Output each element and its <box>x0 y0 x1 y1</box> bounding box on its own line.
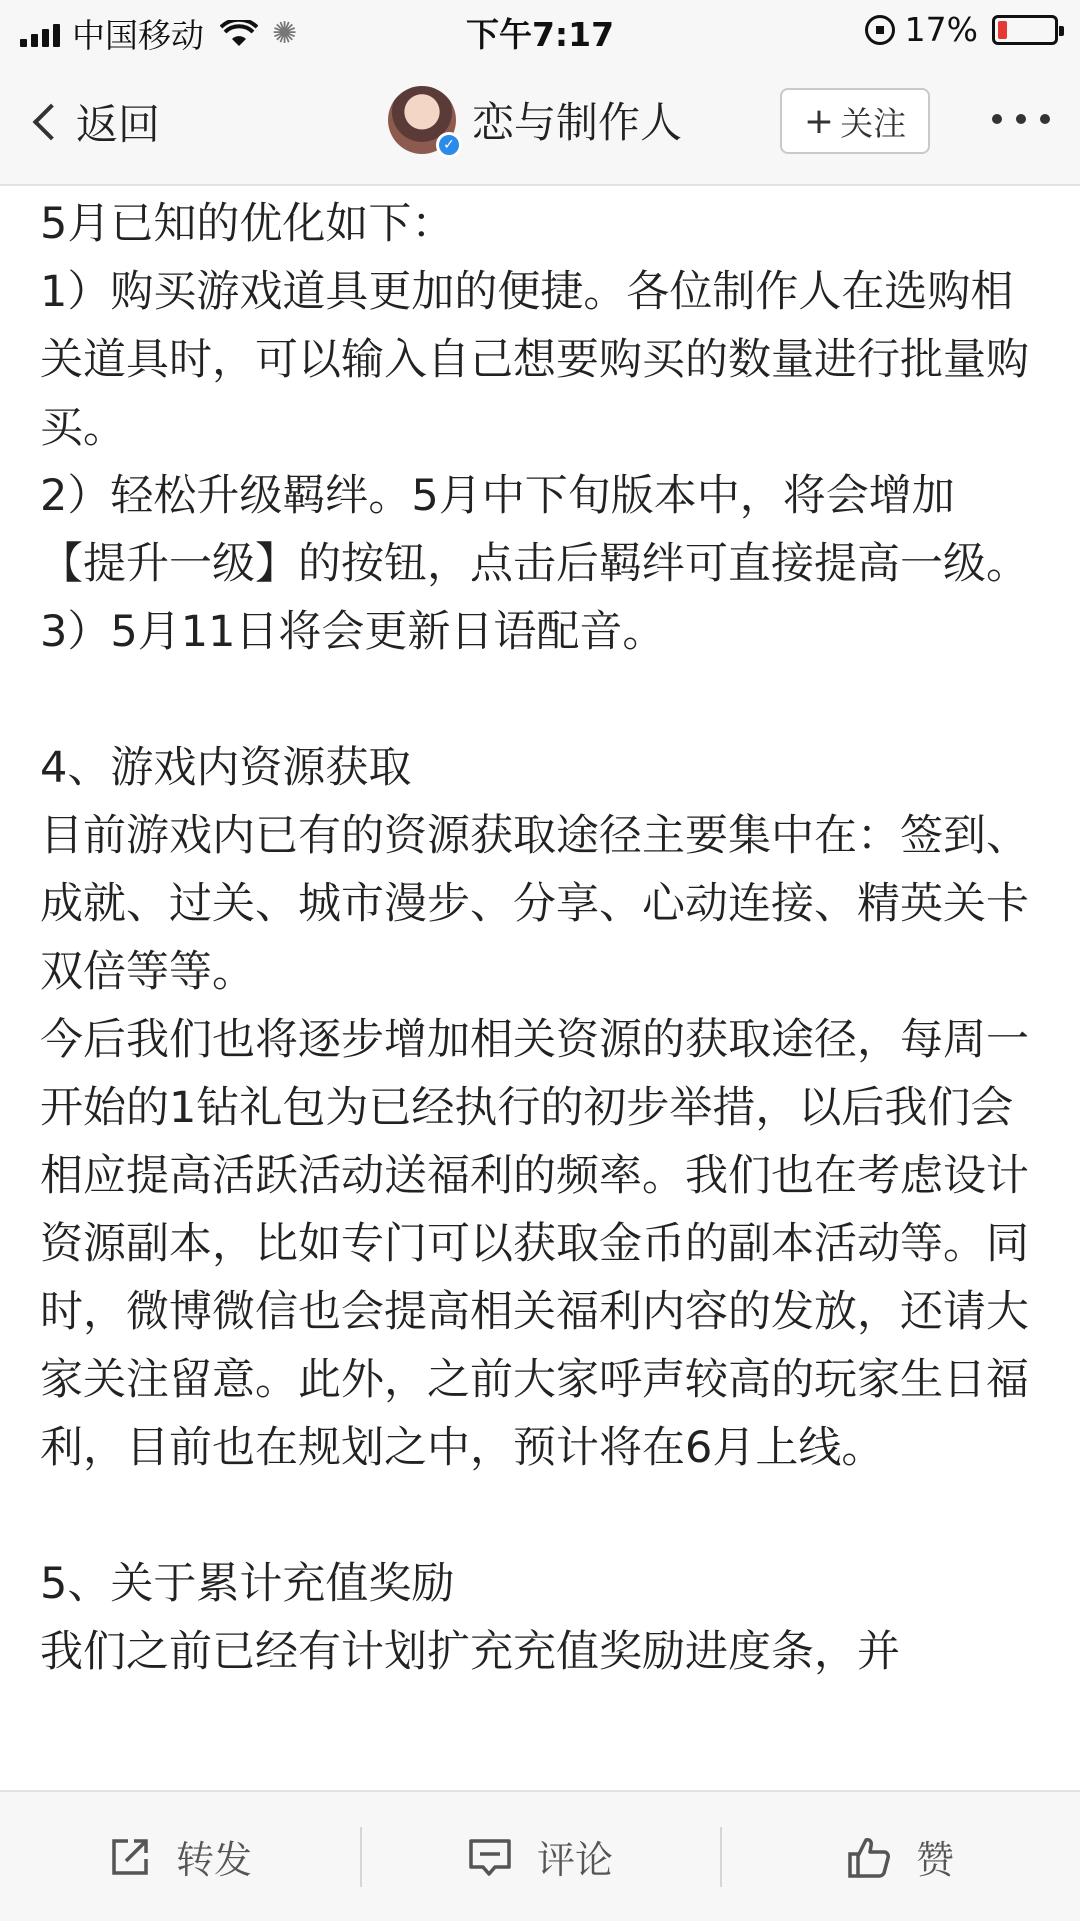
follow-button[interactable] <box>780 88 930 154</box>
like-button[interactable] <box>720 1792 1080 1921</box>
status-left <box>20 10 297 57</box>
section-heading: 5、关于累计充值奖励 <box>40 1559 455 1609</box>
status-right <box>865 10 1058 49</box>
comment-button[interactable] <box>360 1792 720 1921</box>
like-label: 赞 <box>915 1838 954 1882</box>
paragraph: 今后我们也将逐步增加相关资源的获取途径，每周一开始的1钻礼包为已经执行的初步举措，以后我们会相应提高活跃活动送福利的频率。我们也在考虑设计资源副本，比如专门可以获取金币的副本活动等。同时，微博微信也会提高相关福利内容的发放，还请大家关注留意。此外，之前大家呼声较高的玩家生日福利，目前也在规划之中，预计将在6月上线。 <box>40 1015 1029 1473</box>
verified-badge-icon: ✓ <box>436 132 462 158</box>
blank-line <box>40 666 1040 734</box>
back-label: 返回 <box>76 100 161 149</box>
account-name[interactable]: 恋与制作人 <box>472 98 683 147</box>
bottom-action-bar <box>0 1790 1080 1921</box>
paragraph: 我们之前已经有计划扩充充值奖励进度条，并 <box>40 1627 900 1677</box>
paragraph: 目前游戏内已有的资源获取途径主要集中在：签到、成就、过关、城市漫步、分享、心动连接、精英关卡双倍等等。 <box>40 811 1029 997</box>
battery-percent: 17% <box>904 10 978 49</box>
plus-icon: + <box>803 100 835 142</box>
blank-line <box>40 1482 1040 1550</box>
battery-fill <box>998 21 1007 39</box>
repost-label: 转发 <box>175 1838 252 1882</box>
follow-label: 关注 <box>840 103 907 143</box>
battery-icon <box>992 15 1058 45</box>
paragraph: 5月已知的优化如下： <box>40 199 455 249</box>
status-time: 下午7:17 <box>465 15 615 54</box>
activity-spinner-icon: ✺ <box>272 16 298 51</box>
status-bar <box>0 0 1080 60</box>
cellular-signal-icon <box>20 21 60 47</box>
paragraph: 2）轻松升级羁绊。5月中下旬版本中，将会增加【提升一级】的按钮，点击后羁绊可直接提高一级。 <box>40 471 1029 589</box>
paragraph: 1）购买游戏道具更加的便捷。各位制作人在选购相关道具时，可以输入自己想要购买的数量进行批量购买。 <box>40 267 1029 453</box>
article-body <box>40 190 1040 1790</box>
orientation-lock-icon <box>865 15 895 45</box>
account-header[interactable] <box>388 86 682 154</box>
avatar[interactable] <box>388 86 456 154</box>
share-icon <box>108 1835 152 1879</box>
comment-label: 评论 <box>536 1838 613 1882</box>
chevron-left-icon <box>33 104 70 141</box>
section-heading: 4、游戏内资源获取 <box>40 743 412 793</box>
navigation-bar <box>0 62 1080 184</box>
wifi-icon <box>220 20 258 48</box>
carrier-name: 中国移动 <box>72 16 204 55</box>
comment-icon <box>467 1835 513 1879</box>
repost-button[interactable] <box>0 1792 360 1921</box>
thumbs-up-icon <box>846 1834 892 1880</box>
back-button[interactable] <box>30 92 160 152</box>
more-dots-icon[interactable] <box>992 114 1050 124</box>
paragraph: 3）5月11日将会更新日语配音。 <box>40 607 666 657</box>
top-chrome <box>0 0 1080 186</box>
